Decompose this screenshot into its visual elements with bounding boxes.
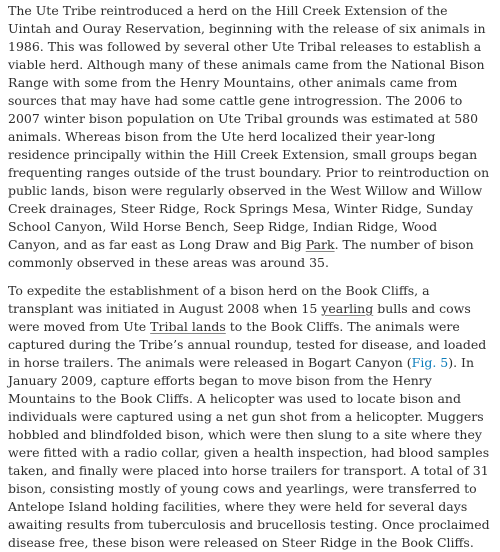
paragraph-text: . The number of bison commonly observed in these areas was around 35. [8, 237, 474, 270]
glossary-link-yearling[interactable]: yearling [321, 301, 374, 316]
paragraph-text: ). In January 2009, capture efforts began to move bison from the Henry Mountains to the Book Cliffs. A helicopter was used to locate bison and individuals were captured using a net gun shot from a helicopter. Muggers hobbled and blindfolded bison, which were then slung to a site where they were fitted with a radio collar, given a health inspection, had blood samples taken, and finally were placed into horse trailers for transport. A total of 31 bison, consisting mostly of young cows and yearlings, were transferred to Antelope Island holding facilities, where they were held for several days awaiting results from tuberculosis and brucellosis testing. Once proclaimed disease free, these bison were released on Steer Ridge in the Book Cliffs. [8, 355, 490, 550]
paragraph-book-cliffs-transplant [8, 282, 492, 552]
paragraph-text: to the Book Cliffs. The animals were captured during the Tribe’s annual roundup, tested for disease, and loaded in horse trailers. The animals were released in Bogart Canyon ( [8, 319, 487, 370]
figure-reference-link[interactable]: Fig. 5 [411, 355, 449, 370]
glossary-link-park[interactable]: Park [305, 237, 335, 252]
paragraph-text: The Ute Tribe reintroduced a herd on the Hill Creek Extension of the Uintah and Ouray Reservation, beginning with the release of six animals in 1986. This was followed by several other Ute Tribal releases to establish a viable herd. Although many of these animals came from the National Bison Range with some from the Henry Mountains, other animals came from sources that may have had some cattle gene introgression. The 2006 to 2007 winter bison population on Ute Tribal grounds was estimated at 580 animals. Whereas bison from the Ute herd localized their year-long residence principally within the Hill Creek Extension, small groups began frequenting ranges outside of the trust boundary. Prior to reintroduction on public lands, bison were regularly observed in the West Willow and Willow Creek drainages, Steer Ridge, Rock Springs Mesa, Winter Ridge, Sunday School Canyon, Wild Horse Bench, Seep Ridge, Indian Ridge, Wood Canyon, and as far east as Long Draw and Big [8, 3, 490, 252]
paragraph-text: To expedite the establishment of a bison herd on the Book Cliffs, a transplant was initiated in August 2008 when 15 [8, 283, 430, 316]
paragraph-text: bulls and cows were moved from Ute [8, 301, 471, 334]
glossary-link-tribal-lands[interactable]: Tribal lands [150, 319, 226, 334]
paragraph-ute-herd [8, 2, 492, 272]
